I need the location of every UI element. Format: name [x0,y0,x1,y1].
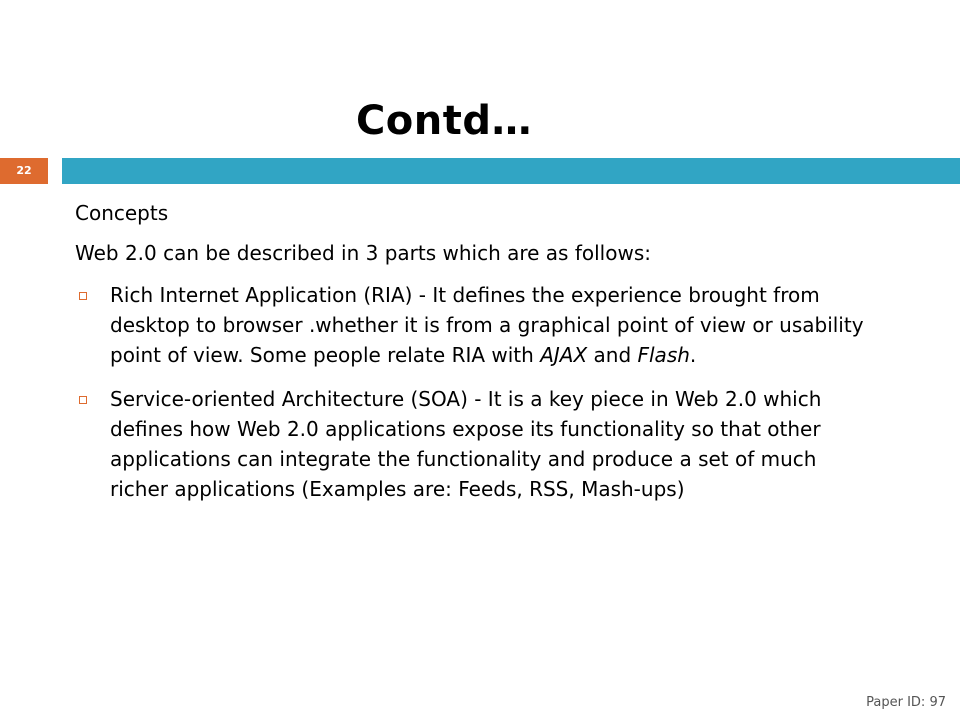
intro-text: Web 2.0 can be described in 3 parts which are as follows: [75,241,651,265]
bullet-item-soa [75,384,875,504]
bullet-item-ria [75,280,875,370]
slide-title: Contd… [355,98,533,144]
square-bullet-icon [79,396,87,404]
slide-number-badge: 22 [0,158,48,184]
concepts-label: Concepts [75,201,169,225]
paper-id-footer: Paper ID: 97 [866,695,946,710]
slide-content [75,198,875,518]
header-bar [62,158,960,184]
flash-emphasis: Flash [637,343,690,367]
bullet-text-soa: Service-oriented Architecture (SOA) - It is a key piece in Web 2.0 which defines how Web 2.0 applications expose its functionality so that other applications can integrate the functionality and produce a set of much richer applications (Examples are: Feeds, RSS, Mash-ups) [110,387,822,501]
square-bullet-icon [79,292,87,300]
bullet-list [75,280,875,504]
bullet-text-ria: Rich Internet Application (RIA) - It defines the experience brought from desktop to browser .whether it is from a graphical point of view or usability point of view. Some people relate RIA with AJAX and Flash. [110,283,864,367]
ajax-emphasis: AJAX [540,343,588,367]
